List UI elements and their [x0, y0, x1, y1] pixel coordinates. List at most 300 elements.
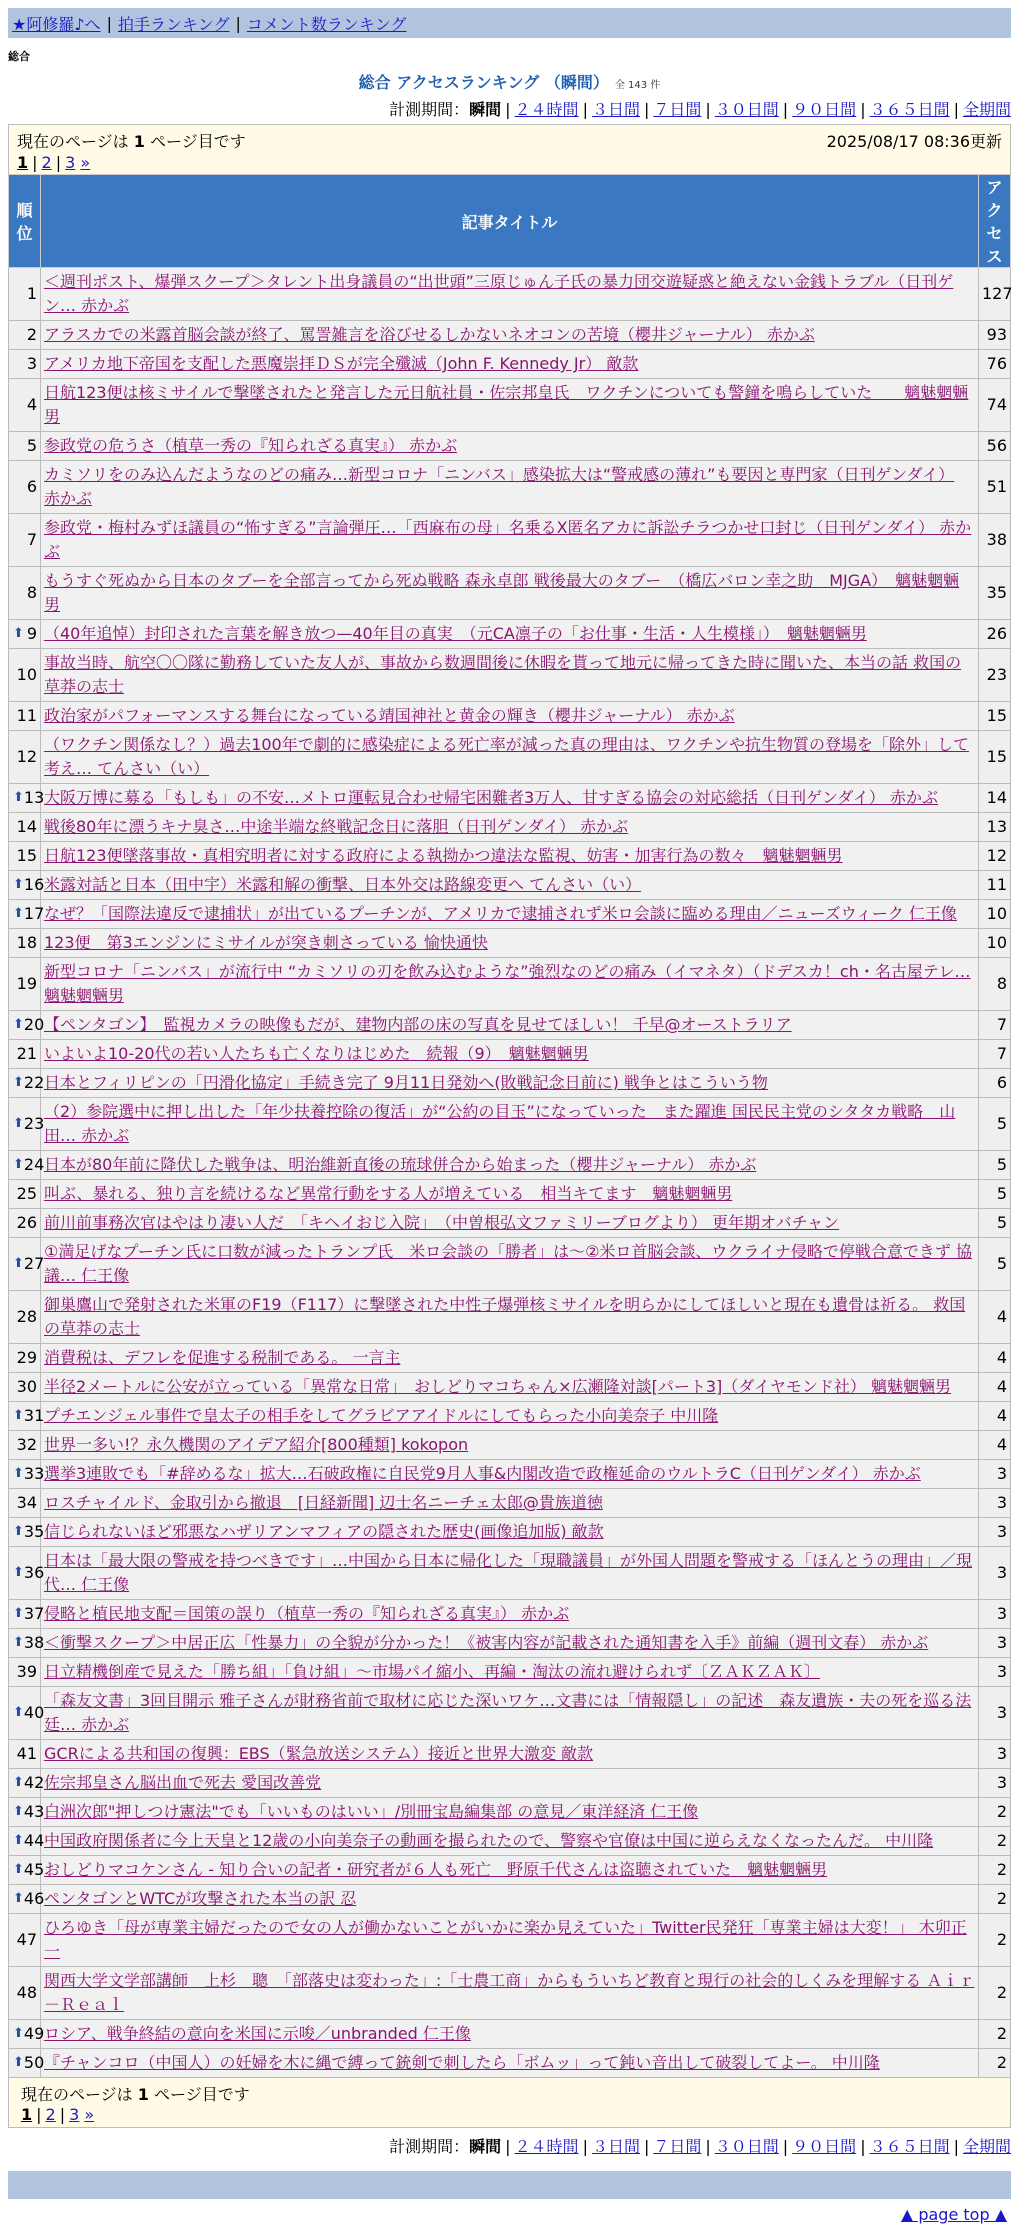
page-info-bottom: [8, 2078, 1011, 2128]
title-cell: [41, 1180, 979, 1209]
article-link[interactable]: 【ペンタゴン】 監視カメラの映像もだが、建物内部の床の写真を見せてほしい！ 千早@オーストラリア: [44, 1015, 792, 1034]
period-selector: 計測期間：瞬間 | ２４時間 | ３日間 | ７日間 | ３０日間 | ９０日間 | ３６５日間 | 全期間: [389, 100, 1011, 119]
current-page-text: 現在のページは 1 ページ目です: [17, 132, 246, 151]
access-count: 23: [979, 649, 1011, 702]
article-link[interactable]: 日本が80年前に降伏した戦争は、明治維新直後の琉球併合から始まった（櫻井ジャーナル） 赤かぶ: [44, 1155, 757, 1174]
table-row: [9, 842, 1011, 871]
access-count: 15: [979, 702, 1011, 731]
rank-number: 6: [26, 477, 37, 496]
access-count: 2: [979, 1856, 1011, 1885]
rank-cell: [9, 1856, 45, 1885]
article-link[interactable]: なぜ？「国際法違反で逮捕状」が出ているプーチンが、アメリカで逮捕されず米ロ会談に臨める理由／ニューズウィーク 仁王像: [44, 904, 957, 923]
table-row: [9, 2049, 1011, 2078]
page-next-link[interactable]: »: [80, 153, 91, 172]
access-count: 3: [979, 1658, 1011, 1687]
article-link[interactable]: 信じられないほど邪悪なハザリアンマフィアの隠された歴史(画像追加版) 敵款: [44, 1522, 604, 1541]
rank-up-arrow-icon: ⬆: [13, 1408, 24, 1423]
article-link[interactable]: （ワクチン関係なし？）過去100年で劇的に感染症による死亡率が減った真の理由は、ワクチンや抗生物質の登場を「除外」して考え… てんさい（い）: [44, 735, 969, 778]
article-link[interactable]: GCRによる共和国の復興：EBS（緊急放送システム）接近と世界大激変 敵款: [44, 1744, 594, 1763]
article-link[interactable]: 参政党の危うさ（植草一秀の『知られざる真実』） 赤かぶ: [44, 436, 458, 455]
table-row: [9, 1431, 1011, 1460]
period-label: 計測期間：: [389, 2137, 470, 2156]
table-row: [9, 567, 1011, 620]
article-link[interactable]: ＜週刊ポスト、爆弾スクープ＞タレント出身議員の“出世頭”三原じゅん子氏の暴力団交遊疑惑と絶えない金銭トラブル（日刊ゲン… 赤かぶ: [44, 272, 954, 315]
period-current: 瞬間: [469, 100, 502, 119]
article-link[interactable]: ペンタゴンとWTCが攻撃された本当の訳 忍: [44, 1889, 357, 1908]
page-current: 1: [17, 153, 29, 172]
access-count: 2: [979, 2020, 1011, 2049]
rank-cell: [9, 1629, 45, 1658]
rank-cell: [9, 1151, 45, 1180]
table-row: [9, 1740, 1011, 1769]
access-count: 4: [979, 1373, 1011, 1402]
article-link[interactable]: 政治家がパフォーマンスする舞台になっている靖国神社と黄金の輝き（櫻井ジャーナル） 赤かぶ: [44, 706, 735, 725]
rank-number: 31: [23, 1406, 45, 1425]
article-link[interactable]: ＜衝撃スクープ＞中居正広「性暴力」の全貌が分かった！《被害内容が記載された通知書を入手》前編（週刊文春） 赤かぶ: [44, 1633, 929, 1652]
rank-cell: [9, 958, 41, 1011]
page-info-top: [8, 124, 1011, 174]
access-count: 93: [979, 321, 1011, 350]
period-link[interactable]: ２４時間: [514, 2137, 579, 2156]
rank-up-arrow-icon: ⬆: [13, 2055, 24, 2070]
header-rank: 順位: [9, 175, 41, 268]
period-link[interactable]: ３日間: [591, 100, 640, 119]
rank-up-arrow-icon: ⬆: [13, 626, 24, 641]
table-row: [9, 1658, 1011, 1687]
rank-number: 29: [16, 1348, 37, 1367]
rank-up-arrow-icon: ⬆: [13, 1466, 24, 1481]
rank-number: 10: [16, 665, 37, 684]
title-cell: [41, 731, 979, 784]
title-cell: [41, 1402, 979, 1431]
rank-number: 23: [23, 1114, 45, 1133]
table-row: [9, 900, 1011, 929]
table-row: [9, 2020, 1011, 2049]
table-row: [9, 1827, 1011, 1856]
page-next-link[interactable]: »: [84, 2105, 95, 2124]
article-link[interactable]: 佐宗邦皇さん脳出血で死去 愛国改善党: [44, 1773, 322, 1792]
rank-up-arrow-icon: ⬆: [13, 2026, 24, 2041]
rank-number: 47: [16, 1930, 37, 1949]
rank-number: 2: [26, 325, 37, 344]
rank-up-arrow-icon: ⬆: [13, 1705, 24, 1720]
rank-number: 46: [23, 1889, 45, 1908]
rank-number: 32: [16, 1435, 37, 1454]
article-link[interactable]: 叫ぶ、暴れる、独り言を続けるなど異常行動をする人が増えている 相当キてます 魑魅魍魎男: [44, 1184, 733, 1203]
rank-cell: [9, 1209, 41, 1238]
table-row: [9, 1489, 1011, 1518]
table-row: [9, 1885, 1011, 1914]
rank-up-arrow-icon: ⬆: [13, 1524, 24, 1539]
page-link[interactable]: 3: [69, 2105, 80, 2124]
table-row: [9, 784, 1011, 813]
rank-cell: [9, 649, 41, 702]
rank-cell: [9, 379, 41, 432]
rank-cell: [9, 842, 41, 871]
access-count: 5: [979, 1098, 1011, 1151]
rank-cell: [9, 1489, 41, 1518]
title-cell: [41, 813, 979, 842]
rank-number: 38: [23, 1633, 45, 1652]
title-cell: [41, 702, 979, 731]
table-row: [9, 1967, 1011, 2020]
title-cell: [41, 1460, 979, 1489]
article-link[interactable]: 半径2メートルに公安が立っている「異常な日常」 おしどりマコちゃん×広瀬隆対談[パート3]（ダイヤモンド社） 魑魅魍魎男: [44, 1377, 952, 1396]
rank-number: 40: [23, 1703, 45, 1722]
rank-number: 14: [16, 817, 37, 836]
page-link[interactable]: 2: [41, 153, 52, 172]
rank-cell: [9, 1885, 45, 1914]
title-cell: [41, 1827, 979, 1856]
rank-number: 17: [23, 904, 45, 923]
title-cell: [41, 1098, 979, 1151]
access-count: 12: [979, 842, 1011, 871]
access-count: 11: [979, 871, 1011, 900]
title-cell: [41, 871, 979, 900]
article-link[interactable]: 御巣鷹山で発射された米軍のF19（F117）に撃墜された中性子爆弾核ミサイルを明らかにしてほしいと現在も遺骨は祈る。 救国の草莽の志士: [44, 1295, 966, 1338]
ranking-table: [8, 174, 1011, 2078]
table-row: [9, 379, 1011, 432]
rank-up-arrow-icon: ⬆: [13, 1804, 24, 1819]
rank-cell: [9, 1344, 41, 1373]
nav-link-clap-ranking[interactable]: 拍手ランキング: [117, 14, 230, 34]
article-link[interactable]: 事故当時、航空〇〇隊に勤務していた友人が、事故から数週間後に休暇を貰って地元に帰ってきた時に聞いた、本当の話 救国の草莽の志士: [44, 653, 962, 696]
table-row: [9, 813, 1011, 842]
access-count: 5: [979, 1151, 1011, 1180]
rank-number: 41: [16, 1744, 37, 1763]
title-cell: [41, 379, 979, 432]
title-cell: [41, 1856, 979, 1885]
title-cell: [41, 2049, 979, 2078]
article-link[interactable]: 侵略と植民地支配＝国策の誤り（植草一秀の『知られざる真実』） 赤かぶ: [44, 1604, 570, 1623]
rank-cell: [9, 731, 41, 784]
page-link[interactable]: 2: [45, 2105, 56, 2124]
rank-number: 27: [23, 1254, 45, 1273]
rank-cell: [9, 1658, 41, 1687]
access-count: 2: [979, 1967, 1011, 2020]
rank-up-arrow-icon: ⬆: [13, 1017, 24, 1032]
article-link[interactable]: 関西大学文学部講師 上杉 聰 「部落史は変わった」:「士農工商」からもういちど教育と現行の社会的しくみを理解する Ａｉｒ－Ｒｅａｌ: [44, 1971, 975, 2014]
article-link[interactable]: 大阪万博に募る「もしも」の不安…メトロ運転見合わせ帰宅困難者3万人、甘すぎる協会の対応総括（日刊ゲンダイ） 赤かぶ: [44, 788, 938, 807]
article-link[interactable]: ひろゆき「母が専業主婦だったので女の人が働かないことがいかに楽か見えていた」Twitter民発狂「専業主婦は大変！」 木卯正一: [44, 1918, 967, 1961]
pagetop-row: [8, 2199, 1011, 2224]
period-link[interactable]: 全期間: [962, 2137, 1011, 2156]
table-row: [9, 1011, 1011, 1040]
page-current: 1: [21, 2105, 33, 2124]
rank-cell: [9, 1238, 45, 1291]
table-row: [9, 702, 1011, 731]
rank-up-arrow-icon: ⬆: [13, 1565, 24, 1580]
access-count: 74: [979, 379, 1011, 432]
access-count: 3: [979, 1489, 1011, 1518]
rank-up-arrow-icon: ⬆: [13, 1833, 24, 1848]
pagination: 1 | 2 | 3 »: [21, 2105, 95, 2124]
rank-cell: [9, 2020, 45, 2049]
access-count: 3: [979, 1460, 1011, 1489]
rank-cell: [9, 1967, 41, 2020]
rank-number: 36: [23, 1563, 45, 1582]
table-row: [9, 1547, 1011, 1600]
article-link[interactable]: 白洲次郎"押しつけ憲法"でも「いいものはいい」/別冊宝島編集部 の意見／東洋経済 仁王像: [44, 1802, 699, 1821]
access-count: 4: [979, 1291, 1011, 1344]
rank-cell: [9, 1827, 45, 1856]
title-cell: [41, 1658, 979, 1687]
article-link[interactable]: 世界一多い!？永久機関のアイデア紹介[800種類] kokopon: [44, 1435, 469, 1454]
article-link[interactable]: （2）参院選中に押し出した「年少扶養控除の復活」が“公約の目玉”になっていった また躍進 国民民主党のシタタカ戦略 山田… 赤かぶ: [44, 1102, 956, 1145]
title-cell: [41, 842, 979, 871]
title-cell: [41, 1069, 979, 1098]
rank-number: 45: [23, 1860, 45, 1879]
rank-cell: [9, 871, 45, 900]
rank-cell: [9, 929, 41, 958]
title-cell: [41, 1600, 979, 1629]
pagination: 1 | 2 | 3 »: [17, 153, 91, 172]
access-count: 3: [979, 1629, 1011, 1658]
access-count: 76: [979, 350, 1011, 379]
article-link[interactable]: 米露対話と日本（田中宇）米露和解の衝撃、日本外交は路線変更へ てんさい（い）: [44, 875, 642, 894]
rank-cell: [9, 1518, 45, 1547]
period-link[interactable]: ７日間: [653, 2137, 702, 2156]
access-count: 8: [979, 958, 1011, 1011]
title-cell: [41, 461, 979, 514]
rank-number: 16: [23, 875, 45, 894]
table-row: [9, 432, 1011, 461]
rank-number: 43: [23, 1802, 45, 1821]
article-link[interactable]: 戦後80年に漂うキナ臭さ…中途半端な終戦記念日に落胆（日刊ゲンダイ） 赤かぶ: [44, 817, 629, 836]
nav-link-asyura[interactable]: ★阿修羅♪へ: [12, 14, 101, 34]
rank-up-arrow-icon: ⬆: [13, 1256, 24, 1271]
title-cell: [41, 1885, 979, 1914]
period-link[interactable]: ３６５日間: [869, 2137, 950, 2156]
period-selector: 計測期間：瞬間 | ２４時間 | ３日間 | ７日間 | ３０日間 | ９０日間 | ３６５日間 | 全期間: [389, 2137, 1011, 2156]
table-row: [9, 1402, 1011, 1431]
title-cell: [41, 1769, 979, 1798]
article-link[interactable]: いよいよ10-20代の若い人たちも亡くなりはじめた 続報（9） 魑魅魍魎男: [44, 1044, 589, 1063]
rank-cell: [9, 514, 41, 567]
article-link[interactable]: 日立精機倒産で見えた「勝ち組」「負け組」〜市場パイ縮小、再編・淘汰の流れ避けられず〔ＺＡＫＺＡＫ〕: [44, 1662, 821, 1681]
access-count: 35: [979, 567, 1011, 620]
access-count: 7: [979, 1011, 1011, 1040]
rank-number: 21: [16, 1044, 37, 1063]
rank-cell: [9, 813, 41, 842]
table-row: [9, 321, 1011, 350]
article-link[interactable]: 日航123便は核ミサイルで撃墜されたと発言した元日航社員・佐宗邦皇氏 ワクチンについても警鐘を鳴らしていた 魑魅魍魎男: [44, 383, 969, 426]
rank-cell: [9, 1740, 41, 1769]
table-row: [9, 1238, 1011, 1291]
access-count: 4: [979, 1402, 1011, 1431]
access-count: 13: [979, 813, 1011, 842]
period-link[interactable]: ３日間: [591, 2137, 640, 2156]
table-row: [9, 1769, 1011, 1798]
rank-cell: [9, 268, 41, 321]
rank-number: 26: [16, 1213, 37, 1232]
article-link[interactable]: 123便 第3エンジンにミサイルが突き刺さっている 愉快通快: [44, 933, 488, 952]
title-cell: [41, 567, 979, 620]
access-count: 14: [979, 784, 1011, 813]
nav-link-comment-ranking[interactable]: コメント数ランキング: [246, 14, 407, 34]
access-count: 26: [979, 620, 1011, 649]
article-link[interactable]: 中国政府関係者に今上天皇と12歳の小向美奈子の動画を撮られたので、警察や官僚は中国に逆らえなくなったんだ。 中川隆: [44, 1831, 934, 1850]
rank-cell: [9, 900, 45, 929]
rank-cell: [9, 1431, 41, 1460]
rank-cell: [9, 432, 41, 461]
access-count: 15: [979, 731, 1011, 784]
article-link[interactable]: 日航123便墜落事故・真相究明者に対する政府による執拗かつ違法な監視、妨害・加害行為の数々 魑魅魍魎男: [44, 846, 843, 865]
table-row: [9, 350, 1011, 379]
rank-cell: [9, 1798, 45, 1827]
access-count: 10: [979, 929, 1011, 958]
title-cell: [41, 958, 979, 1011]
article-link[interactable]: ロシア、戦争終結の意向を米国に示唆／unbranded 仁王像: [44, 2024, 471, 2043]
rank-number: 4: [26, 395, 37, 414]
title-cell: [41, 514, 979, 567]
table-row: [9, 1798, 1011, 1827]
access-count: 38: [979, 514, 1011, 567]
access-count: 2: [979, 1798, 1011, 1827]
article-link[interactable]: 前川前事務次官はやはり凄い人だ 「キヘイおじ入院」 （中曽根弘文ファミリーブログより） 更年期オバチャン: [44, 1213, 840, 1232]
table-row: [9, 1600, 1011, 1629]
rank-up-arrow-icon: ⬆: [13, 1862, 24, 1877]
bottom-bar: [8, 2171, 1011, 2199]
article-link[interactable]: ロスチャイルド、金取引から撤退 [日経新聞] 辺士名ニーチェ太郎@貴族道徳: [44, 1493, 603, 1512]
rank-number: 28: [16, 1307, 37, 1326]
category-label: 総合: [8, 50, 30, 63]
current-page-text: 現在のページは 1 ページ目です: [21, 2085, 250, 2104]
title-cell: [41, 1687, 979, 1740]
rank-number: 7: [26, 530, 37, 549]
table-row: [9, 1098, 1011, 1151]
rank-cell: [9, 1600, 45, 1629]
table-row: [9, 1344, 1011, 1373]
top-nav-bar: ★阿修羅♪へ | 拍手ランキング | コメント数ランキング: [8, 8, 1011, 38]
page-top-link[interactable]: ▲ page top ▲: [900, 2205, 1007, 2224]
title-cell: [41, 268, 979, 321]
access-count: 5: [979, 1238, 1011, 1291]
article-link[interactable]: 新型コロナ「ニンバス」が流行中 “カミソリの刃を飲み込むような”強烈なのどの痛み（イマネタ）（ドデスカ！ch・名古屋テレ… 魑魅魍魎男: [44, 962, 971, 1005]
rank-number: 1: [26, 284, 37, 303]
ranking-title: 総合 アクセスランキング （瞬間）: [358, 73, 609, 92]
access-count: 2: [979, 2049, 1011, 2078]
access-count: 6: [979, 1069, 1011, 1098]
period-link[interactable]: ９０日間: [792, 100, 857, 119]
access-count: 2: [979, 1914, 1011, 1967]
rank-number: 42: [23, 1773, 45, 1792]
access-count: 3: [979, 1687, 1011, 1740]
article-link[interactable]: （40年追悼）封印された言葉を解き放つ—40年目の真実 （元CA凛子の「お仕事・生活・人生模様」） 魑魅魍魎男: [44, 624, 867, 643]
article-link[interactable]: ①満足げなプーチン氏に口数が減ったトランプ氏 米ロ会談の「勝者」は～②米ロ首脳会談、ウクライナ侵略で停戦合意できず 協議… 仁王像: [44, 1242, 973, 1285]
article-link[interactable]: アメリカ地下帝国を支配した悪魔崇拝ＤＳが完全殲滅（John F. Kennedy Jr） 敵款: [44, 354, 639, 373]
article-link[interactable]: 日本は「最大限の警戒を持つべきです」…中国から日本に帰化した「現職議員」が外国人問題を警戒する「ほんとうの理由」／現代… 仁王像: [44, 1551, 973, 1594]
rank-number: 39: [16, 1662, 37, 1681]
table-row: [9, 649, 1011, 702]
period-link[interactable]: ３０日間: [714, 100, 779, 119]
title-cell: [41, 1151, 979, 1180]
article-link[interactable]: 選挙3連敗でも「#辞めるな」拡大…石破政権に自民党9月人事&内閣改造で政権延命のウルトラC（日刊ゲンダイ） 赤かぶ: [44, 1464, 921, 1483]
table-row: [9, 1180, 1011, 1209]
rank-cell: [9, 1180, 41, 1209]
rank-up-arrow-icon: ⬆: [13, 1157, 24, 1172]
period-link[interactable]: ３６５日間: [869, 100, 950, 119]
table-row: [9, 1151, 1011, 1180]
rank-up-arrow-icon: ⬆: [13, 1606, 24, 1621]
title-cell: [41, 1291, 979, 1344]
rank-cell: [9, 702, 41, 731]
rank-cell: [9, 321, 41, 350]
access-count: 5: [979, 1180, 1011, 1209]
rank-cell: [9, 784, 45, 813]
rank-number: 44: [23, 1831, 45, 1850]
table-row: [9, 1040, 1011, 1069]
period-link[interactable]: 全期間: [962, 100, 1011, 119]
title-cell: [41, 1798, 979, 1827]
article-link[interactable]: カミソリをのみ込んだようなのどの痛み…新型コロナ「ニンバス」感染拡大は“警戒感の薄れ”も要因と専門家（日刊ゲンダイ） 赤かぶ: [44, 465, 955, 508]
article-link[interactable]: おしどりマコケンさん - 知り合いの記者・研究者が６人も死亡 野原千代さんは盗聴されていた 魑魅魍魎男: [44, 1860, 828, 1879]
title-cell: [41, 1238, 979, 1291]
header-title: 記事タイトル: [41, 175, 979, 268]
table-row: [9, 1629, 1011, 1658]
page-title: [0, 70, 1019, 93]
article-link[interactable]: アラスカでの米露首脳会談が終了、罵詈雑言を浴びせるしかないネオコンの苦境（櫻井ジャーナル） 赤かぶ: [44, 325, 815, 344]
rank-number: 33: [23, 1464, 45, 1483]
title-cell: [41, 620, 979, 649]
rank-number: 5: [26, 436, 37, 455]
period-link[interactable]: ３０日間: [714, 2137, 779, 2156]
article-link[interactable]: 『チャンコロ（中国人）の妊婦を木に縄で縛って銃剣で刺したら「ボムッ」って鈍い音出して破裂してよー。 中川隆: [44, 2053, 880, 2072]
rank-cell: [9, 567, 41, 620]
title-cell: [41, 784, 979, 813]
rank-up-arrow-icon: ⬆: [13, 1075, 24, 1090]
total-count: 全 143 件: [614, 80, 661, 91]
access-count: 7: [979, 1040, 1011, 1069]
period-current: 瞬間: [469, 2137, 502, 2156]
rank-up-arrow-icon: ⬆: [13, 790, 24, 805]
rank-number: 22: [23, 1073, 45, 1092]
title-cell: [41, 900, 979, 929]
table-row: [9, 1291, 1011, 1344]
period-link[interactable]: ９０日間: [792, 2137, 857, 2156]
article-link[interactable]: 日本とフィリピンの「円滑化協定」手続き完了 9月11日発効へ(敗戦記念日前に) 戦争とはこういう物: [44, 1073, 768, 1092]
rank-up-arrow-icon: ⬆: [13, 906, 24, 921]
article-link[interactable]: 参政党・梅村みずほ議員の“怖すぎる”言論弾圧…「西麻布の母」名乗るX匿名アカに訴訟チラつかせ口封じ（日刊ゲンダイ） 赤かぶ: [44, 518, 972, 561]
rank-cell: [9, 461, 41, 514]
article-link[interactable]: プチエンジェル事件で皇太子の相手をしてグラビアアイドルにしてもらった小向美奈子 中川隆: [44, 1406, 719, 1425]
rank-cell: [9, 1069, 45, 1098]
table-row: [9, 1460, 1011, 1489]
table-row: [9, 1518, 1011, 1547]
period-link[interactable]: ７日間: [653, 100, 702, 119]
article-link[interactable]: 消費税は、デフレを促進する税制である。 一言主: [44, 1348, 401, 1367]
rank-number: 25: [16, 1184, 37, 1203]
rank-up-arrow-icon: ⬆: [13, 877, 24, 892]
table-row: [9, 1373, 1011, 1402]
article-link[interactable]: 「森友文書」3回目開示 雅子さんが財務省前で取材に応じた深いワケ…文書には「情報隠し」の記述 森友遺族・夫の死を巡る法廷… 赤かぶ: [44, 1691, 972, 1734]
title-cell: [41, 1373, 979, 1402]
page-link[interactable]: 3: [65, 153, 76, 172]
rank-cell: [9, 620, 41, 649]
article-link[interactable]: もうすぐ死ぬから日本のタブーを全部言ってから死ぬ戦略 森永卓郎 戦後最大のタブー （橋広バロン幸之助 MJGA） 魑魅魍魎男: [44, 571, 960, 614]
title-cell: [41, 432, 979, 461]
title-cell: [41, 1629, 979, 1658]
period-link[interactable]: ２４時間: [514, 100, 579, 119]
rank-cell: [9, 1687, 45, 1740]
rank-cell: [9, 1373, 41, 1402]
title-cell: [41, 1914, 979, 1967]
access-count: 127: [979, 268, 1011, 321]
rank-up-arrow-icon: ⬆: [13, 1891, 24, 1906]
access-count: 2: [979, 1885, 1011, 1914]
rank-number: 50: [23, 2053, 45, 2072]
updated-timestamp: 2025/08/17 08:36更新: [826, 132, 1002, 151]
